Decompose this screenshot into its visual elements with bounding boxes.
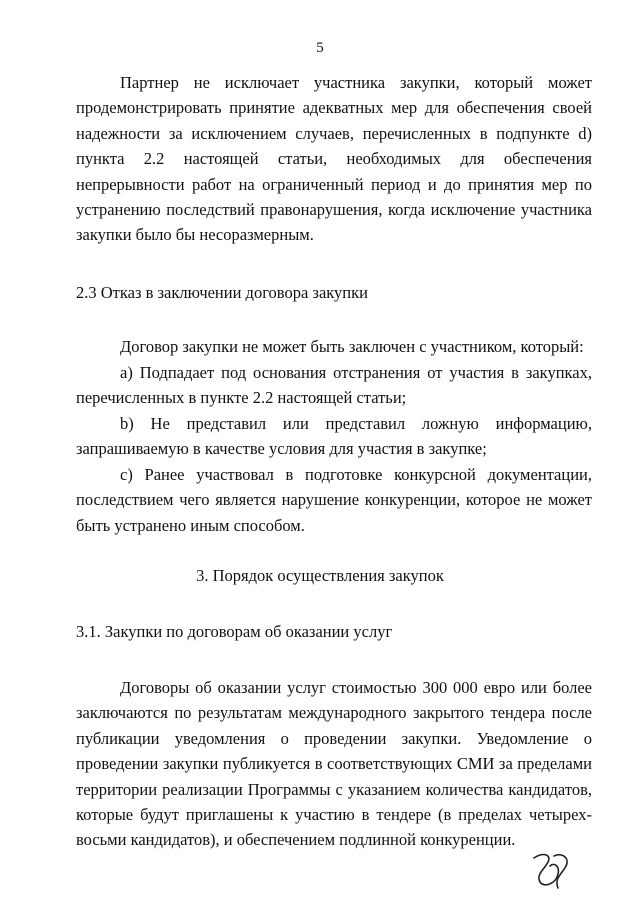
section-2-3-item-c: c) Ранее участвовал в подготовке конкурсной документации, последствием чего является нарушение конкуренции, которое не может быть устранено иным способом.: [76, 465, 592, 535]
section-3-heading: 3. Порядок осуществления закупок: [196, 566, 444, 585]
section-3-1-paragraph: Договоры об оказании услуг стоимостью 300 000 евро или более заключаются по результатам международного закрытого тендера после публикации уведомления о проведении закупки. Уведомление о проведении закупки публикуется в соответствующих СМИ за пределами территории реализации Программы с указанием количества кандидатов, которые будут приглашены к участию в тендере (в пределах четырех-восьми кандидатов), и обеспечением подлинной конкуренции.: [76, 678, 592, 850]
section-2-3-item-a: а) Подпадает под основания отстранения от участия в закупках, перечисленных в пункте 2.2 настоящей статьи;: [76, 363, 592, 408]
intro-paragraph: Партнер не исключает участника закупки, который может продемонстрировать принятие адекватных мер для обеспечения своей надежности за исключением случаев, перечисленных в подпункте d) пункта 2.2 настоящей статьи, необходимых для обеспечения непрерывности работ на ограниченный период и до принятия мер по устранению последствий правонарушения, когда исключение участника закупки было бы несоразмерным.: [76, 73, 592, 245]
handwritten-signature: [528, 848, 574, 894]
page-number: 5: [316, 40, 324, 56]
section-2-3-lead: Договор закупки не может быть заключен с участником, который:: [120, 337, 584, 356]
section-2-3-heading: 2.3 Отказ в заключении договора закупки: [76, 283, 368, 302]
section-2-3-item-b: b) Не представил или представил ложную информацию, запрашиваемую в качестве условия для участия в закупке;: [76, 414, 592, 459]
section-3-1-heading: 3.1. Закупки по договорам об оказании услуг: [76, 622, 393, 641]
